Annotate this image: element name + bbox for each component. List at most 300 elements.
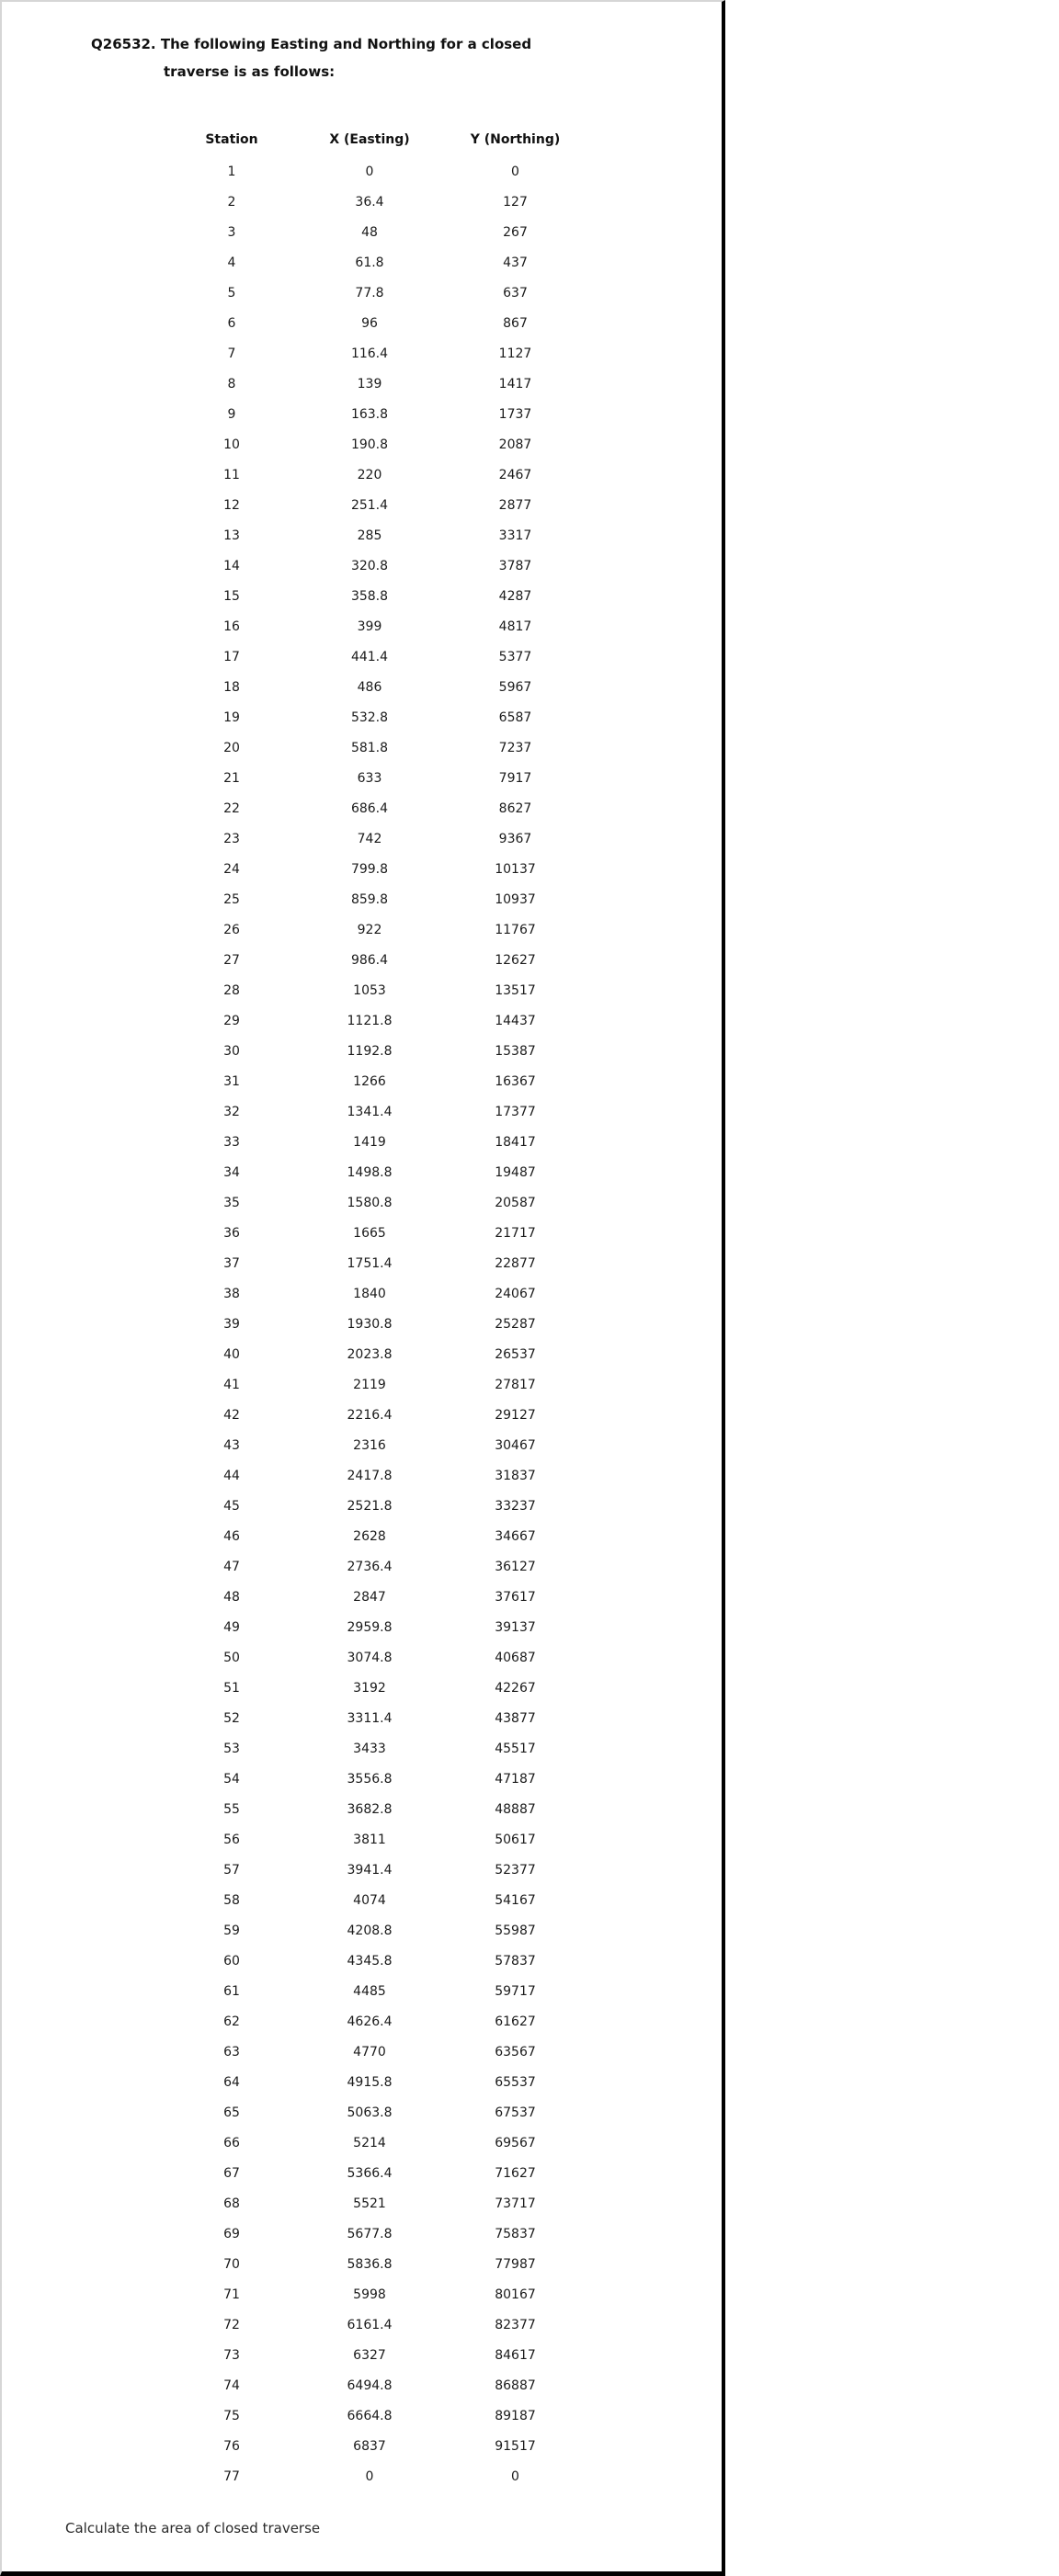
easting-cell: 742 (357, 831, 382, 846)
table-row (167, 1036, 587, 1066)
station-cell: 61 (223, 1983, 240, 1999)
station-cell: 20 (223, 740, 240, 755)
table-row (167, 1733, 587, 1764)
table-row (167, 1127, 587, 1157)
table-row (167, 156, 587, 187)
station-cell: 6 (227, 315, 236, 331)
northing-cell: 40687 (495, 1650, 536, 1665)
col-header-easting: X (Easting) (329, 132, 410, 147)
traverse-coordinates-table (167, 123, 587, 2491)
easting-cell: 4915.8 (347, 2074, 393, 2090)
table-row (167, 793, 587, 823)
table-row (167, 1491, 587, 1521)
station-cell: 45 (223, 1498, 240, 1514)
easting-cell: 6327 (353, 2347, 386, 2363)
station-cell: 23 (223, 831, 240, 846)
easting-cell: 532.8 (350, 709, 389, 725)
easting-cell: 116.4 (350, 346, 389, 361)
northing-cell: 9367 (498, 831, 532, 846)
northing-cell: 43877 (495, 1710, 536, 1726)
northing-cell: 2877 (498, 497, 532, 513)
northing-cell: 15387 (495, 1043, 536, 1059)
station-cell: 50 (223, 1650, 240, 1665)
northing-cell: 17377 (495, 1104, 536, 1119)
station-cell: 58 (223, 1892, 240, 1908)
northing-cell: 6587 (498, 709, 532, 725)
easting-cell: 2736.4 (347, 1559, 393, 1574)
easting-cell: 6494.8 (347, 2377, 393, 2393)
table-row (167, 399, 587, 429)
station-cell: 63 (223, 2044, 240, 2060)
table-row (167, 2097, 587, 2128)
northing-cell: 57837 (495, 1953, 536, 1969)
station-cell: 8 (227, 376, 236, 392)
table-row (167, 1642, 587, 1673)
station-cell: 3 (227, 224, 236, 240)
northing-cell: 16367 (495, 1073, 536, 1089)
northing-cell: 80167 (495, 2287, 536, 2302)
easting-cell: 5998 (353, 2287, 386, 2302)
table-row (167, 1551, 587, 1582)
station-cell: 73 (223, 2347, 240, 2363)
easting-cell: 48 (361, 224, 378, 240)
northing-cell: 54167 (495, 1892, 536, 1908)
easting-cell: 1121.8 (347, 1013, 393, 1028)
table-row (167, 2340, 587, 2370)
col-header-northing: Y (Northing) (470, 132, 561, 147)
station-cell: 65 (223, 2105, 240, 2120)
table-row (167, 1400, 587, 1430)
station-cell: 56 (223, 1832, 240, 1847)
station-cell: 33 (223, 1134, 240, 1150)
easting-cell: 2628 (353, 1528, 386, 1544)
easting-cell: 1266 (353, 1073, 386, 1089)
northing-cell: 267 (503, 224, 528, 240)
northing-cell: 31837 (495, 1468, 536, 1483)
table-row (167, 763, 587, 793)
northing-cell: 59717 (495, 1983, 536, 1999)
question-prompt: Calculate the area of closed traverse (65, 2520, 321, 2536)
northing-cell: 71627 (495, 2165, 536, 2181)
northing-cell: 67537 (495, 2105, 536, 2120)
table-row (167, 1915, 587, 1946)
northing-cell: 18417 (495, 1134, 536, 1150)
northing-cell: 437 (503, 255, 528, 270)
easting-cell: 441.4 (350, 649, 389, 664)
station-cell: 19 (223, 709, 240, 725)
station-cell: 24 (223, 861, 240, 877)
table-row (167, 247, 587, 278)
station-cell: 42 (223, 1407, 240, 1423)
station-cell: 53 (223, 1741, 240, 1756)
northing-cell: 13517 (495, 982, 536, 998)
northing-cell: 86887 (495, 2377, 536, 2393)
station-cell: 67 (223, 2165, 240, 2181)
table-row (167, 1005, 587, 1036)
northing-cell: 4817 (498, 618, 532, 634)
table-row (167, 945, 587, 975)
easting-cell: 5677.8 (347, 2226, 393, 2241)
table-row (167, 1764, 587, 1794)
easting-cell: 2417.8 (347, 1468, 393, 1483)
station-cell: 51 (223, 1680, 240, 1696)
table-row (167, 490, 587, 520)
table-row (167, 884, 587, 914)
table-row (167, 429, 587, 460)
table-row (167, 2309, 587, 2340)
northing-cell: 22877 (495, 1255, 536, 1271)
easting-cell: 4485 (353, 1983, 386, 1999)
table-row (167, 2279, 587, 2309)
northing-cell: 14437 (495, 1013, 536, 1028)
station-cell: 7 (227, 346, 236, 361)
easting-cell: 1930.8 (347, 1316, 393, 1332)
table-row (167, 1824, 587, 1855)
station-cell: 17 (223, 649, 240, 664)
northing-cell: 55987 (495, 1923, 536, 1938)
table-row (167, 187, 587, 217)
northing-cell: 30467 (495, 1437, 536, 1453)
easting-cell: 251.4 (350, 497, 389, 513)
easting-cell: 686.4 (350, 800, 389, 816)
table-row (167, 2219, 587, 2249)
easting-cell: 0 (365, 164, 374, 179)
table-row (167, 702, 587, 732)
station-cell: 34 (223, 1164, 240, 1180)
station-cell: 25 (223, 891, 240, 907)
easting-cell: 163.8 (350, 406, 389, 422)
station-cell: 1 (227, 164, 236, 179)
easting-cell: 2959.8 (347, 1619, 393, 1635)
northing-cell: 7237 (498, 740, 532, 755)
northing-cell: 1417 (498, 376, 532, 392)
station-cell: 43 (223, 1437, 240, 1453)
table-row (167, 1096, 587, 1127)
northing-cell: 47187 (495, 1771, 536, 1787)
easting-cell: 799.8 (350, 861, 389, 877)
table-row (167, 308, 587, 338)
table-row (167, 1218, 587, 1248)
easting-cell: 4626.4 (347, 2014, 393, 2029)
station-cell: 70 (223, 2256, 240, 2272)
table-row (167, 1521, 587, 1551)
table-row (167, 1855, 587, 1885)
station-cell: 35 (223, 1195, 240, 1210)
table-row (167, 278, 587, 308)
easting-cell: 1665 (353, 1225, 386, 1241)
table-row (167, 1976, 587, 2006)
station-cell: 41 (223, 1377, 240, 1392)
station-cell: 5 (227, 285, 236, 301)
table-row (167, 2006, 587, 2037)
northing-cell: 29127 (495, 1407, 536, 1423)
easting-cell: 1419 (353, 1134, 386, 1150)
station-cell: 38 (223, 1286, 240, 1301)
station-cell: 27 (223, 952, 240, 968)
table-row (167, 1278, 587, 1309)
table-row (167, 2400, 587, 2431)
station-cell: 76 (223, 2438, 240, 2454)
station-cell: 2 (227, 194, 236, 210)
table-row (167, 2370, 587, 2400)
station-cell: 29 (223, 1013, 240, 1028)
northing-cell: 89187 (495, 2408, 536, 2423)
table-row (167, 1066, 587, 1096)
easting-cell: 4074 (353, 1892, 386, 1908)
northing-cell: 2467 (498, 467, 532, 482)
easting-cell: 4208.8 (347, 1923, 393, 1938)
station-cell: 31 (223, 1073, 240, 1089)
table-row (167, 338, 587, 369)
station-cell: 16 (223, 618, 240, 634)
northing-cell: 27817 (495, 1377, 536, 1392)
easting-cell: 5214 (353, 2135, 386, 2150)
easting-cell: 1580.8 (347, 1195, 393, 1210)
station-cell: 12 (223, 497, 240, 513)
table-row (167, 1369, 587, 1400)
northing-cell: 5967 (498, 679, 532, 695)
table-row (167, 854, 587, 884)
table-row (167, 581, 587, 611)
northing-cell: 12627 (495, 952, 536, 968)
northing-cell: 3317 (498, 528, 532, 543)
easting-cell: 633 (357, 770, 382, 786)
table-row (167, 1612, 587, 1642)
table-row (167, 1703, 587, 1733)
table-row (167, 1582, 587, 1612)
easting-cell: 1498.8 (347, 1164, 393, 1180)
station-cell: 11 (223, 467, 240, 482)
easting-cell: 2119 (353, 1377, 386, 1392)
northing-cell: 19487 (495, 1164, 536, 1180)
station-cell: 14 (223, 558, 240, 573)
easting-cell: 3811 (353, 1832, 386, 1847)
question-title-line2: traverse is as follows: (164, 63, 336, 80)
easting-cell: 320.8 (350, 558, 389, 573)
northing-cell: 10137 (495, 861, 536, 877)
easting-cell: 190.8 (350, 437, 389, 452)
table-row (167, 823, 587, 854)
easting-cell: 3682.8 (347, 1801, 393, 1817)
table-row (167, 1885, 587, 1915)
table-row (167, 2188, 587, 2219)
easting-cell: 2023.8 (347, 1346, 393, 1362)
station-cell: 60 (223, 1953, 240, 1969)
northing-cell: 8627 (498, 800, 532, 816)
table-row (167, 2431, 587, 2461)
northing-cell: 33237 (495, 1498, 536, 1514)
station-cell: 55 (223, 1801, 240, 1817)
station-cell: 64 (223, 2074, 240, 2090)
easting-cell: 1341.4 (347, 1104, 393, 1119)
northing-cell: 52377 (495, 1862, 536, 1878)
northing-cell: 1737 (498, 406, 532, 422)
northing-cell: 65537 (495, 2074, 536, 2090)
easting-cell: 36.4 (355, 194, 384, 210)
northing-cell: 11767 (495, 922, 536, 937)
table-row (167, 1309, 587, 1339)
northing-cell: 61627 (495, 2014, 536, 2029)
station-cell: 52 (223, 1710, 240, 1726)
station-cell: 47 (223, 1559, 240, 1574)
northing-cell: 75837 (495, 2226, 536, 2241)
table-header-row (167, 123, 587, 156)
easting-cell: 1053 (353, 982, 386, 998)
northing-cell: 25287 (495, 1316, 536, 1332)
table-row (167, 975, 587, 1005)
northing-cell: 36127 (495, 1559, 536, 1574)
table-row (167, 732, 587, 763)
easting-cell: 6837 (353, 2438, 386, 2454)
northing-cell: 7917 (498, 770, 532, 786)
station-cell: 26 (223, 922, 240, 937)
northing-cell: 0 (511, 164, 519, 179)
northing-cell: 24067 (495, 1286, 536, 1301)
station-cell: 22 (223, 800, 240, 816)
easting-cell: 6664.8 (347, 2408, 393, 2423)
easting-cell: 2316 (353, 1437, 386, 1453)
table-row (167, 2158, 587, 2188)
northing-cell: 21717 (495, 1225, 536, 1241)
easting-cell: 859.8 (350, 891, 389, 907)
station-cell: 18 (223, 679, 240, 695)
station-cell: 59 (223, 1923, 240, 1938)
station-cell: 40 (223, 1346, 240, 1362)
easting-cell: 1840 (353, 1286, 386, 1301)
easting-cell: 5063.8 (347, 2105, 393, 2120)
northing-cell: 50617 (495, 1832, 536, 1847)
northing-cell: 637 (503, 285, 528, 301)
easting-cell: 399 (357, 618, 382, 634)
easting-cell: 2521.8 (347, 1498, 393, 1514)
northing-cell: 4287 (498, 588, 532, 604)
table-row (167, 2067, 587, 2097)
northing-cell: 63567 (495, 2044, 536, 2060)
station-cell: 39 (223, 1316, 240, 1332)
table-row (167, 520, 587, 550)
easting-cell: 5836.8 (347, 2256, 393, 2272)
easting-cell: 1192.8 (347, 1043, 393, 1059)
easting-cell: 922 (357, 922, 382, 937)
table-row (167, 369, 587, 399)
easting-cell: 3941.4 (347, 1862, 393, 1878)
table-row (167, 1187, 587, 1218)
station-cell: 13 (223, 528, 240, 543)
station-cell: 46 (223, 1528, 240, 1544)
easting-cell: 581.8 (350, 740, 389, 755)
easting-cell: 6161.4 (347, 2317, 393, 2332)
easting-cell: 285 (357, 528, 382, 543)
easting-cell: 3556.8 (347, 1771, 393, 1787)
northing-cell: 37617 (495, 1589, 536, 1605)
easting-cell: 96 (361, 315, 378, 331)
table-row (167, 217, 587, 247)
easting-cell: 77.8 (355, 285, 384, 301)
northing-cell: 84617 (495, 2347, 536, 2363)
station-cell: 75 (223, 2408, 240, 2423)
easting-cell: 986.4 (350, 952, 389, 968)
station-cell: 15 (223, 588, 240, 604)
easting-cell: 358.8 (350, 588, 389, 604)
easting-cell: 3433 (353, 1741, 386, 1756)
northing-cell: 91517 (495, 2438, 536, 2454)
northing-cell: 77987 (495, 2256, 536, 2272)
easting-cell: 486 (357, 679, 382, 695)
station-cell: 30 (223, 1043, 240, 1059)
table-row (167, 550, 587, 581)
easting-cell: 1751.4 (347, 1255, 393, 1271)
station-cell: 74 (223, 2377, 240, 2393)
northing-cell: 45517 (495, 1741, 536, 1756)
northing-cell: 42267 (495, 1680, 536, 1696)
col-header-station: Station (205, 132, 258, 147)
question-title-line1: Q26532. The following Easting and Northing for a closed (91, 36, 532, 52)
table-row (167, 914, 587, 945)
station-cell: 37 (223, 1255, 240, 1271)
table-row (167, 1794, 587, 1824)
northing-cell: 0 (511, 2468, 519, 2484)
station-cell: 32 (223, 1104, 240, 1119)
station-cell: 21 (223, 770, 240, 786)
easting-cell: 61.8 (355, 255, 384, 270)
northing-cell: 10937 (495, 891, 536, 907)
easting-cell: 3311.4 (347, 1710, 393, 1726)
station-cell: 77 (223, 2468, 240, 2484)
station-cell: 10 (223, 437, 240, 452)
northing-cell: 39137 (495, 1619, 536, 1635)
northing-cell: 82377 (495, 2317, 536, 2332)
table-row (167, 1339, 587, 1369)
northing-cell: 34667 (495, 1528, 536, 1544)
easting-cell: 5366.4 (347, 2165, 393, 2181)
table-row (167, 641, 587, 672)
northing-cell: 3787 (498, 558, 532, 573)
northing-cell: 2087 (498, 437, 532, 452)
station-cell: 28 (223, 982, 240, 998)
station-cell: 71 (223, 2287, 240, 2302)
easting-cell: 220 (357, 467, 382, 482)
northing-cell: 5377 (498, 649, 532, 664)
easting-cell: 2216.4 (347, 1407, 393, 1423)
northing-cell: 127 (503, 194, 528, 210)
table-row (167, 1946, 587, 1976)
station-cell: 69 (223, 2226, 240, 2241)
northing-cell: 26537 (495, 1346, 536, 1362)
station-cell: 66 (223, 2135, 240, 2150)
northing-cell: 48887 (495, 1801, 536, 1817)
table-row (167, 611, 587, 641)
table-row (167, 1248, 587, 1278)
table-row (167, 1157, 587, 1187)
station-cell: 68 (223, 2196, 240, 2211)
station-cell: 54 (223, 1771, 240, 1787)
station-cell: 9 (227, 406, 236, 422)
easting-cell: 3192 (353, 1680, 386, 1696)
station-cell: 62 (223, 2014, 240, 2029)
easting-cell: 5521 (353, 2196, 386, 2211)
northing-cell: 69567 (495, 2135, 536, 2150)
station-cell: 49 (223, 1619, 240, 1635)
easting-cell: 4770 (353, 2044, 386, 2060)
northing-cell: 1127 (498, 346, 532, 361)
easting-cell: 4345.8 (347, 1953, 393, 1969)
station-cell: 36 (223, 1225, 240, 1241)
station-cell: 4 (227, 255, 236, 270)
northing-cell: 20587 (495, 1195, 536, 1210)
northing-cell: 867 (503, 315, 528, 331)
station-cell: 44 (223, 1468, 240, 1483)
table-row (167, 2128, 587, 2158)
